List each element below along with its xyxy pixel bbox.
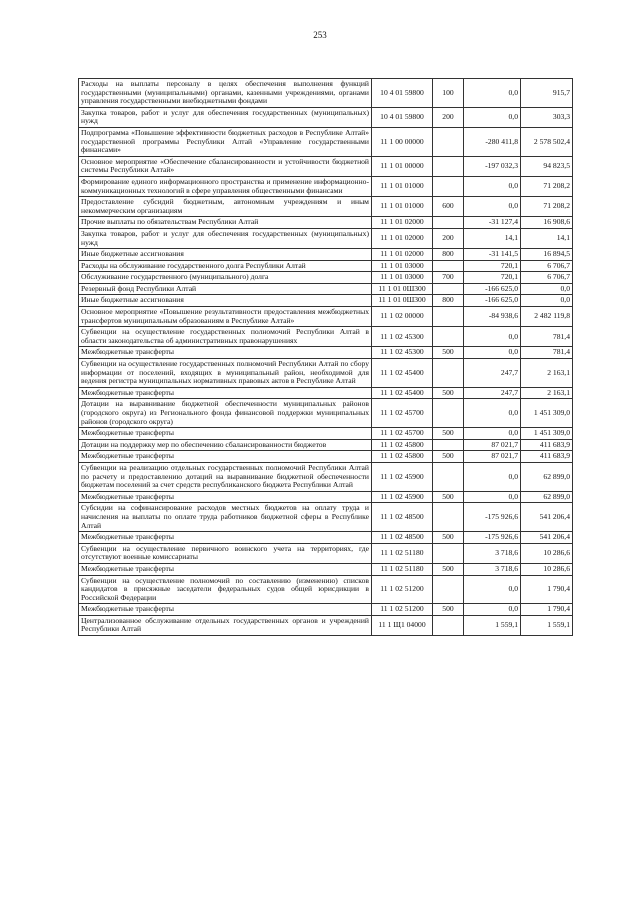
target-code-cell: 11 1 01 02000	[372, 249, 433, 261]
expense-name-cell: Межбюджетные трансферты	[79, 451, 372, 463]
target-code-cell: 11 1 Щ1 04000	[372, 615, 433, 635]
change-amount-cell: -84 938,6	[464, 307, 521, 327]
change-amount-cell: 0,0	[464, 575, 521, 604]
total-amount-cell: 6 706,7	[521, 260, 573, 272]
total-amount-cell: 6 706,7	[521, 272, 573, 284]
target-code-cell: 11 1 02 45400	[372, 359, 433, 388]
expense-name-cell: Иные бюджетные ассигнования	[79, 295, 372, 307]
change-amount-cell: -31 127,4	[464, 217, 521, 229]
total-amount-cell: 541 206,4	[521, 503, 573, 532]
table-row	[79, 604, 573, 616]
table-row	[79, 462, 573, 491]
total-amount-cell: 0,0	[521, 295, 573, 307]
table-row	[79, 532, 573, 544]
expense-type-cell	[433, 399, 464, 428]
total-amount-cell: 1 451 309,0	[521, 399, 573, 428]
table-row	[79, 176, 573, 196]
change-amount-cell: 0,0	[464, 197, 521, 217]
total-amount-cell: 411 683,9	[521, 451, 573, 463]
expense-type-cell	[433, 462, 464, 491]
expense-type-cell: 200	[433, 107, 464, 127]
expense-type-cell	[433, 439, 464, 451]
target-code-cell: 11 1 02 51200	[372, 575, 433, 604]
change-amount-cell: 87 021,7	[464, 439, 521, 451]
total-amount-cell: 94 823,5	[521, 156, 573, 176]
change-amount-cell: 0,0	[464, 428, 521, 440]
budget-table	[78, 78, 573, 636]
target-code-cell: 11 1 01 01000	[372, 197, 433, 217]
target-code-cell: 11 1 01 00000	[372, 156, 433, 176]
target-code-cell: 11 1 02 45900	[372, 462, 433, 491]
target-code-cell: 11 1 02 45900	[372, 491, 433, 503]
total-amount-cell: 541 206,4	[521, 532, 573, 544]
change-amount-cell: 0,0	[464, 462, 521, 491]
change-amount-cell: -166 625,0	[464, 283, 521, 295]
table-row	[79, 79, 573, 108]
target-code-cell: 11 1 01 03000	[372, 272, 433, 284]
total-amount-cell: 303,3	[521, 107, 573, 127]
change-amount-cell: 0,0	[464, 347, 521, 359]
expense-name-cell: Субвенции на осуществление полномочий по составлению (изменению) списков кандидатов в присяжные заседатели федеральных судов общей юрисдикции в Российской Федерации	[79, 575, 372, 604]
expense-name-cell: Дотации на выравнивание бюджетной обеспеченности муниципальных районов (городского округа) из Регионального фонда финансовой поддержки муниципальных районов (городского округа)	[79, 399, 372, 428]
table-row	[79, 272, 573, 284]
table-row	[79, 156, 573, 176]
target-code-cell: 11 1 01 0Ш300	[372, 295, 433, 307]
expense-type-cell: 200	[433, 228, 464, 248]
change-amount-cell: 247,7	[464, 359, 521, 388]
expense-name-cell: Подпрограмма «Повышение эффективности бюджетных расходов в Республике Алтай» государственной программы Республики Алтай «Управление государственными финансами»	[79, 127, 372, 156]
change-amount-cell: 0,0	[464, 176, 521, 196]
total-amount-cell: 781,4	[521, 347, 573, 359]
change-amount-cell: 0,0	[464, 491, 521, 503]
expense-name-cell: Дотации на поддержку мер по обеспечению сбалансированности бюджетов	[79, 439, 372, 451]
target-code-cell: 11 1 02 48500	[372, 532, 433, 544]
change-amount-cell: 720,1	[464, 272, 521, 284]
target-code-cell: 11 1 02 45700	[372, 399, 433, 428]
target-code-cell: 11 1 00 00000	[372, 127, 433, 156]
expense-name-cell: Субвенции на осуществление государственных полномочий Республики Алтай в области законодательства об административных правонарушениях	[79, 327, 372, 347]
expense-type-cell	[433, 217, 464, 229]
total-amount-cell: 62 899,0	[521, 491, 573, 503]
target-code-cell: 11 1 02 51180	[372, 543, 433, 563]
table-row	[79, 439, 573, 451]
expense-name-cell: Основное мероприятие «Обеспечение сбалансированности и устойчивости бюджетной системы Республики Алтай»	[79, 156, 372, 176]
total-amount-cell: 781,4	[521, 327, 573, 347]
change-amount-cell: 247,7	[464, 387, 521, 399]
expense-type-cell: 500	[433, 387, 464, 399]
expense-name-cell: Обслуживание государственного (муниципального) долга	[79, 272, 372, 284]
expense-name-cell: Межбюджетные трансферты	[79, 532, 372, 544]
total-amount-cell: 1 559,1	[521, 615, 573, 635]
table-row	[79, 228, 573, 248]
change-amount-cell: -175 926,6	[464, 503, 521, 532]
expense-name-cell: Субвенции на осуществление государственных полномочий Республики Алтай по сбору информации от поселений, входящих в муниципальный район, необходимой для ведения регистра муниципальных нормативных правовых актов в Республике Алтай	[79, 359, 372, 388]
table-row	[79, 575, 573, 604]
expense-name-cell: Прочие выплаты по обязательствам Республики Алтай	[79, 217, 372, 229]
total-amount-cell: 16 908,6	[521, 217, 573, 229]
expense-type-cell: 500	[433, 451, 464, 463]
target-code-cell: 11 1 02 45300	[372, 327, 433, 347]
expense-name-cell: Межбюджетные трансферты	[79, 563, 372, 575]
expense-type-cell: 800	[433, 249, 464, 261]
expense-type-cell: 500	[433, 532, 464, 544]
change-amount-cell: -197 032,3	[464, 156, 521, 176]
expense-type-cell: 500	[433, 604, 464, 616]
table-row	[79, 249, 573, 261]
target-code-cell: 11 1 02 45800	[372, 451, 433, 463]
expense-type-cell	[433, 359, 464, 388]
expense-type-cell: 500	[433, 563, 464, 575]
total-amount-cell: 411 683,9	[521, 439, 573, 451]
total-amount-cell: 16 894,5	[521, 249, 573, 261]
change-amount-cell: 1 559,1	[464, 615, 521, 635]
table-row	[79, 283, 573, 295]
expense-name-cell: Расходы на обслуживание государственного долга Республики Алтай	[79, 260, 372, 272]
table-row	[79, 615, 573, 635]
total-amount-cell: 915,7	[521, 79, 573, 108]
change-amount-cell: -175 926,6	[464, 532, 521, 544]
table-row	[79, 387, 573, 399]
change-amount-cell: 3 718,6	[464, 563, 521, 575]
total-amount-cell: 2 163,1	[521, 387, 573, 399]
expense-name-cell: Субвенции на реализацию отдельных государственных полномочий Республики Алтай по расчету и предоставлению дотаций на выравнивание бюджетной обеспеченности бюджетам поселений за счет средств республиканского бюджета Республики Алтай	[79, 462, 372, 491]
target-code-cell: 11 1 02 45400	[372, 387, 433, 399]
table-row	[79, 107, 573, 127]
change-amount-cell: 3 718,6	[464, 543, 521, 563]
target-code-cell: 11 1 01 03000	[372, 260, 433, 272]
table-row	[79, 295, 573, 307]
expense-type-cell	[433, 127, 464, 156]
change-amount-cell: 720,1	[464, 260, 521, 272]
total-amount-cell: 2 482 119,8	[521, 307, 573, 327]
expense-type-cell	[433, 260, 464, 272]
change-amount-cell: -280 411,8	[464, 127, 521, 156]
expense-name-cell: Основное мероприятие «Повышение результативности предоставления межбюджетных трансфертов муниципальным образованиям в Республике Алтай»	[79, 307, 372, 327]
total-amount-cell: 1 790,4	[521, 575, 573, 604]
table-row	[79, 543, 573, 563]
expense-name-cell: Межбюджетные трансферты	[79, 428, 372, 440]
expense-type-cell	[433, 307, 464, 327]
total-amount-cell: 2 578 502,4	[521, 127, 573, 156]
change-amount-cell: -166 625,0	[464, 295, 521, 307]
expense-name-cell: Межбюджетные трансферты	[79, 604, 372, 616]
table-row	[79, 217, 573, 229]
expense-name-cell: Закупка товаров, работ и услуг для обеспечения государственных (муниципальных) нужд	[79, 228, 372, 248]
budget-table-body	[79, 79, 573, 636]
table-row	[79, 359, 573, 388]
expense-type-cell: 800	[433, 295, 464, 307]
target-code-cell: 11 1 02 45700	[372, 428, 433, 440]
total-amount-cell: 0,0	[521, 283, 573, 295]
total-amount-cell: 14,1	[521, 228, 573, 248]
expense-type-cell: 600	[433, 197, 464, 217]
target-code-cell: 11 1 02 45800	[372, 439, 433, 451]
total-amount-cell: 10 286,6	[521, 543, 573, 563]
change-amount-cell: 0,0	[464, 399, 521, 428]
expense-type-cell	[433, 543, 464, 563]
target-code-cell: 11 1 02 51200	[372, 604, 433, 616]
change-amount-cell: 0,0	[464, 79, 521, 108]
table-row	[79, 503, 573, 532]
total-amount-cell: 62 899,0	[521, 462, 573, 491]
expense-type-cell	[433, 575, 464, 604]
target-code-cell: 11 1 01 0Ш300	[372, 283, 433, 295]
target-code-cell: 10 4 01 59800	[372, 107, 433, 127]
table-row	[79, 563, 573, 575]
target-code-cell: 11 1 01 02000	[372, 228, 433, 248]
change-amount-cell: 0,0	[464, 107, 521, 127]
expense-name-cell: Субсидии на софинансирование расходов местных бюджетов на оплату труда и начисления на выплаты по оплате труда работников бюджетной сферы в Республике Алтай	[79, 503, 372, 532]
target-code-cell: 11 1 02 48500	[372, 503, 433, 532]
expense-name-cell: Централизованное обслуживание отдельных государственных органов и учреждений Республики Алтай	[79, 615, 372, 635]
target-code-cell: 11 1 02 45300	[372, 347, 433, 359]
total-amount-cell: 71 208,2	[521, 176, 573, 196]
expense-name-cell: Межбюджетные трансферты	[79, 347, 372, 359]
target-code-cell: 11 1 01 01000	[372, 176, 433, 196]
expense-name-cell: Межбюджетные трансферты	[79, 387, 372, 399]
table-row	[79, 399, 573, 428]
change-amount-cell: 14,1	[464, 228, 521, 248]
target-code-cell: 10 4 01 59800	[372, 79, 433, 108]
table-row	[79, 197, 573, 217]
total-amount-cell: 10 286,6	[521, 563, 573, 575]
change-amount-cell: -31 141,5	[464, 249, 521, 261]
total-amount-cell: 1 790,4	[521, 604, 573, 616]
table-row	[79, 451, 573, 463]
table-row	[79, 491, 573, 503]
expense-type-cell: 500	[433, 428, 464, 440]
change-amount-cell: 87 021,7	[464, 451, 521, 463]
change-amount-cell: 0,0	[464, 327, 521, 347]
table-row	[79, 347, 573, 359]
table-row	[79, 327, 573, 347]
total-amount-cell: 1 451 309,0	[521, 428, 573, 440]
table-row	[79, 260, 573, 272]
expense-type-cell	[433, 283, 464, 295]
expense-type-cell	[433, 176, 464, 196]
expense-name-cell: Субвенции на осуществление первичного воинского учета на территориях, где отсутствуют военные комиссариаты	[79, 543, 372, 563]
table-row	[79, 307, 573, 327]
change-amount-cell: 0,0	[464, 604, 521, 616]
expense-name-cell: Расходы на выплаты персоналу в целях обеспечения выполнения функций государственными (муниципальными) органами, казенными учреждениями, органами управления государственными внебюджетными фондами	[79, 79, 372, 108]
expense-type-cell: 700	[433, 272, 464, 284]
expense-type-cell	[433, 503, 464, 532]
expense-name-cell: Закупка товаров, работ и услуг для обеспечения государственных (муниципальных) нужд	[79, 107, 372, 127]
expense-name-cell: Резервный фонд Республики Алтай	[79, 283, 372, 295]
total-amount-cell: 71 208,2	[521, 197, 573, 217]
total-amount-cell: 2 163,1	[521, 359, 573, 388]
expense-type-cell	[433, 327, 464, 347]
target-code-cell: 11 1 02 51180	[372, 563, 433, 575]
table-row	[79, 127, 573, 156]
target-code-cell: 11 1 01 02000	[372, 217, 433, 229]
target-code-cell: 11 1 02 00000	[372, 307, 433, 327]
table-row	[79, 428, 573, 440]
expense-type-cell: 500	[433, 347, 464, 359]
expense-type-cell	[433, 615, 464, 635]
expense-type-cell: 100	[433, 79, 464, 108]
expense-name-cell: Иные бюджетные ассигнования	[79, 249, 372, 261]
expense-name-cell: Межбюджетные трансферты	[79, 491, 372, 503]
expense-name-cell: Формирование единого информационного пространства и применение информационно-коммуникационных технологий в сфере управления общественными финансами	[79, 176, 372, 196]
expense-name-cell: Предоставление субсидий бюджетным, автономным учреждениям и иным некоммерческим организациям	[79, 197, 372, 217]
page-number: 253	[313, 30, 327, 40]
expense-type-cell: 500	[433, 491, 464, 503]
expense-type-cell	[433, 156, 464, 176]
